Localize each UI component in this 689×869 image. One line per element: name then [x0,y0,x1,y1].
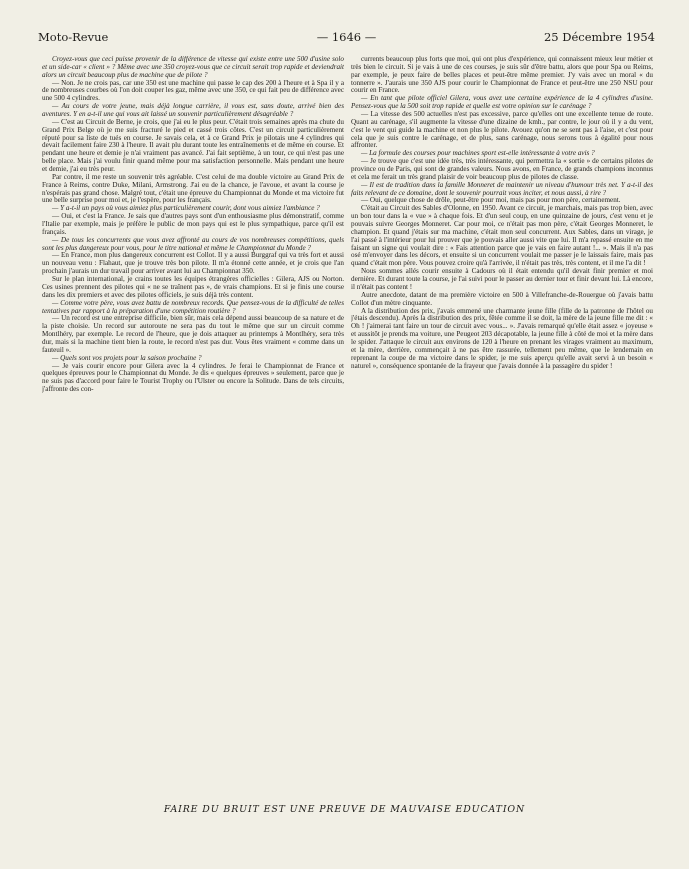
interview-question: — Il est de tradition dans la famille Monneret de maintenir un niveau d'humour très net. Y a-t-il des faits relevant de ce domaine, dont le souvenir pourrait vous inciter, et nous aussi, à rire ? [351,180,653,197]
right-column [351,56,653,746]
interview-question: — La formule des courses pour machines sport est-elle intéressante à votre avis ? [361,149,595,158]
interview-paragraph: — La vitesse des 500 actuelles n'est pas excessive, parce qu'elles ont une excellente tenue de route. Quant au carénage, s'il augmente la vitesse d'une dizaine de kmh., par contre, le jour où il y a du vent, c'est le vent qui guide la machine et non plus le pilote. Avouez qu'on ne se sent pas à l'aise, et c'est pour cela que je suis contre le carénage, et de plus, sans carénage, nous serons tous à égalité pour nous affronter. [351,110,653,150]
interview-question: — Y a-t-il un pays où vous aimiez plus particulièrement courir, dont vous aimiez l'ambiance ? [52,204,320,213]
interview-paragraph: — Je trouve que c'est une idée très, très intéressante, qui permettra la « sortie » de certains pilotes de province ou de Paris, qui sont de grandes valeurs. Nous avons, en France, de grands champions inconnus et cela me ferait un très grand plaisir de voir beaucoup plus de pilotes de classe. [351,157,653,181]
interview-question: — Au cours de votre jeune, mais déjà longue carrière, il vous est, sans doute, arrivé bien des aventures. Y en a-t-il une qui vous ait laissé un souvenir particulièrement désagréable ? [42,102,344,119]
interview-paragraph: — Oui, quelque chose de drôle, peut-être pour moi, mais pas pour mon père, certainement. [361,196,621,205]
interview-paragraph: currents beaucoup plus forts que moi, qui ont plus d'expérience, qui connaissent mieux leur métier et très bien le circuit. Si je vais à une de ces courses, je suis sûr d'être battu, alors que pour Spa ou Reims, par exemple, je peux faire de belles places et peut-être même premier. J'y vais avec un moral « du tonnerre ». J'aurais une 350 AJS pour courir le Championnat de France et peut-être une 250 NSU pour courir en France. [351,56,653,95]
interview-paragraph: — Un record est une entreprise difficile, bien sûr, mais cela dépend aussi beaucoup de sa nature et de la piste choisie. Un record sur autoroute ne sera pas du tout le même que sur un circuit comme Montlhéry, par exemple. Le record de l'heure, que je dois attaquer au printemps à Montlhéry, sera très dur, mais si la machine tient bien la route, le record n'est pas dur. Vous êtes vraiment « comme dans un fauteuil ». [42,314,344,354]
interview-paragraph: — Oui, et c'est la France. Je sais que d'autres pays sont d'un enthousiasme plus démonstratif, comme l'Italie par exemple, mais je préfère le public de mon pays qui est le plus sympathique, parce qu'il est français. [42,212,344,236]
footer-slogan: FAIRE DU BRUIT EST UNE PREUVE DE MAUVAISE EDUCATION [163,804,526,815]
interview-question: — En tant que pilote officiel Gilera, vous avez une certaine expérience de la 4 cylindres d'usine. Pensez-vous que la 500 soit trop rapide et quelle est votre opinion sur le carénage ? [351,94,653,111]
page-header [38,30,655,46]
interview-paragraph: Nous sommes allés courir ensuite à Cadours où il était entendu qu'il devait finir premier et moi dernière. Et durant toute la course, je l'ai suivi pour le passer au dernier tour et finir devant lui. Là encore, il n'était pas content ! [351,267,653,291]
page-number: — 1646 — [316,30,377,44]
interview-paragraph: Sur le plan international, je crains toutes les équipes étrangères officielles : Gilera, AJS ou Norton. Ces usines prennent des pilotes qui « ne se traînent pas », de vrais champions. Et si je finis une course dans les dix premiers et avec des pilotes officiels, je suis déjà très content. [42,275,344,299]
interview-paragraph: — Je vais courir encore pour Gilera avec la 4 cylindres. Je ferai le Championnat de France et quelques épreuves pour le Championnat du Monde. Je dis « quelques épreuves » seulement, parce que je ne suis pas d'accord pour faire le Tourist Trophy ou l'Ulster ou encore la Solitude. Dans de tels circuits, j'affronte des con- [42,361,344,394]
interview-paragraph: — C'est au Circuit de Berne, je crois, que j'ai eu le plus peur. C'était trois semaines après ma chute du Grand Prix Belge où je me suis fracturé le pied et cassé trois côtes. C'est un circuit particulièrement réputé pour sa liste de tués en course. Je savais cela, et à ce Grand Prix je pilotais une 4 cylindres qui devait facilement faire 230 à l'heure. Il avait plu durant toute les entraînements et de même en course. Et pendant une heure et demie je n'ai vraiment pas avancé. J'ai fait septième, à un tour, ce qui n'est pas une belle place. Mais j'ai voulu finir quand même pour ma satisfaction personnelle. Mais pendant une heure et demie, j'ai eu très peur. [42,117,344,174]
left-column [42,56,344,746]
issue-date: 25 Décembre 1954 [543,30,655,44]
magazine-title: Moto-Revue [38,30,109,44]
interview-paragraph: Par contre, il me reste un souvenir très agréable. C'est celui de ma double victoire au Grand Prix de France à Reims, contre Duke, Milani, Armstrong. J'ai eu de la chance, je l'avoue, et avant la course je n'espérais pas grand chose. Malgré tout, c'était une épreuve du Championnat du Monde et ma victoire fut une belle surprise pour moi et, je l'espère, pour les français. [42,172,344,205]
interview-paragraph: — En France, mon plus dangereux concurrent est Collot. Il y a aussi Burggraf qui va très fort et aussi un nouveau venu : Flahaut, que je trouve très bon pilote. Il m'a étonné cette année, et je crois que l'an prochain j'aurais un dur travail pour arriver avant lui au Championnat 350. [42,251,344,276]
interview-paragraph: — Non. Je ne crois pas, car une 350 est une machine qui passe le cap des 200 à l'heure et à Spa il y a de nombreuses courbes où l'on doit couper les gaz, même avec une 350, ce qui fait peu de différence avec une 500 4 cylindres. [42,78,344,103]
interview-question: — Comme votre père, vous avez battu de nombreux records. Que pensez-vous de la difficulté de telles tentatives par rapport à la préparation d'une compétition routière ? [42,298,344,315]
interview-paragraph: Autre anecdote, datant de ma première victoire en 500 à Villefranche-de-Rouergue où j'avais battu Collot d'un mètre cinquante. [351,290,653,307]
interview-paragraph: A la distribution des prix, j'avais emmené une charmante jeune fille (fille de la patronne de l'hôtel ou j'étais descendu). Après la distribution des prix, fêtée comme il se doit, la mère de la jeune fille me dit : « Oh ! j'aimerai tant faire un tour de circuit avec vous... ». J'avais remarqué qu'elle était assez « joyeuse » et aussitôt je prends ma voiture, une Peugeot 203 décapotable, la jeune fille à côté de moi et la mère dans le spider. J'attaque le circuit aux environs de 120 à l'heure en prenant les virages vraiment au maximum, et la mère, derrière, commençait à ne pas être rassurée, tellement peu même, que le lendemain en reprenant la coupe de ma victoire dans le spider, je me suis aperçu qu'elle avait servi à un besoin « naturel », conséquence spontanée de la frayeur que j'avais donnée à la passagère du spider ! [351,306,653,370]
interview-question: — De tous les concurrents que vous avez affronté au cours de vos nombreuses compétitions, quels sont les plus dangereux pour vous, pour le titre national et même le Championnat du Monde ? [42,235,344,252]
interview-question: Croyez-vous que ceci puisse provenir de la différence de vitesse qui existe entre une 500 d'usine solo et un side-car « client » ? Même avec une 350 croyez-vous que ce circuit serait trop rapide et deviendrait alors un circuit beaucoup plus de machine que de pilote ? [42,56,344,79]
interview-question: — Quels sont vos projets pour la saison prochaine ? [52,353,202,362]
interview-paragraph: C'était au Circuit des Sables d'Olonne, en 1950. Avant ce circuit, je marchais, mais pas trop bien, avec un bon tour dans la « vue » à chaque fois. Et d'un seul coup, en une quinzaine de jours, c'est venu et je pouvais suivre Georges Monneret. Car pour moi, ce n'était pas mon père, c'était Georges Monneret, le champion. Et quand j'étais sur ma machine, c'était mon seul concurrent. Aux Sables, dans un virage, je l'ai passé à l'intérieur pour lui prouver que je pouvais aller aussi vite que lui. Il m'a repassé ensuite en me faisant un signe qui voulait dire : « Fais attention parce que je vais en faire autant !... ». Mais il n'a pas osé m'envoyer dans les décors, et ensuite si un concurrent voulait me passer je le laissais faire, mais pas quand c'était mon père. Vous pouvez croire qu'à l'arrivée, il n'était pas très, très content, et il me l'a dit ! [351,204,653,268]
